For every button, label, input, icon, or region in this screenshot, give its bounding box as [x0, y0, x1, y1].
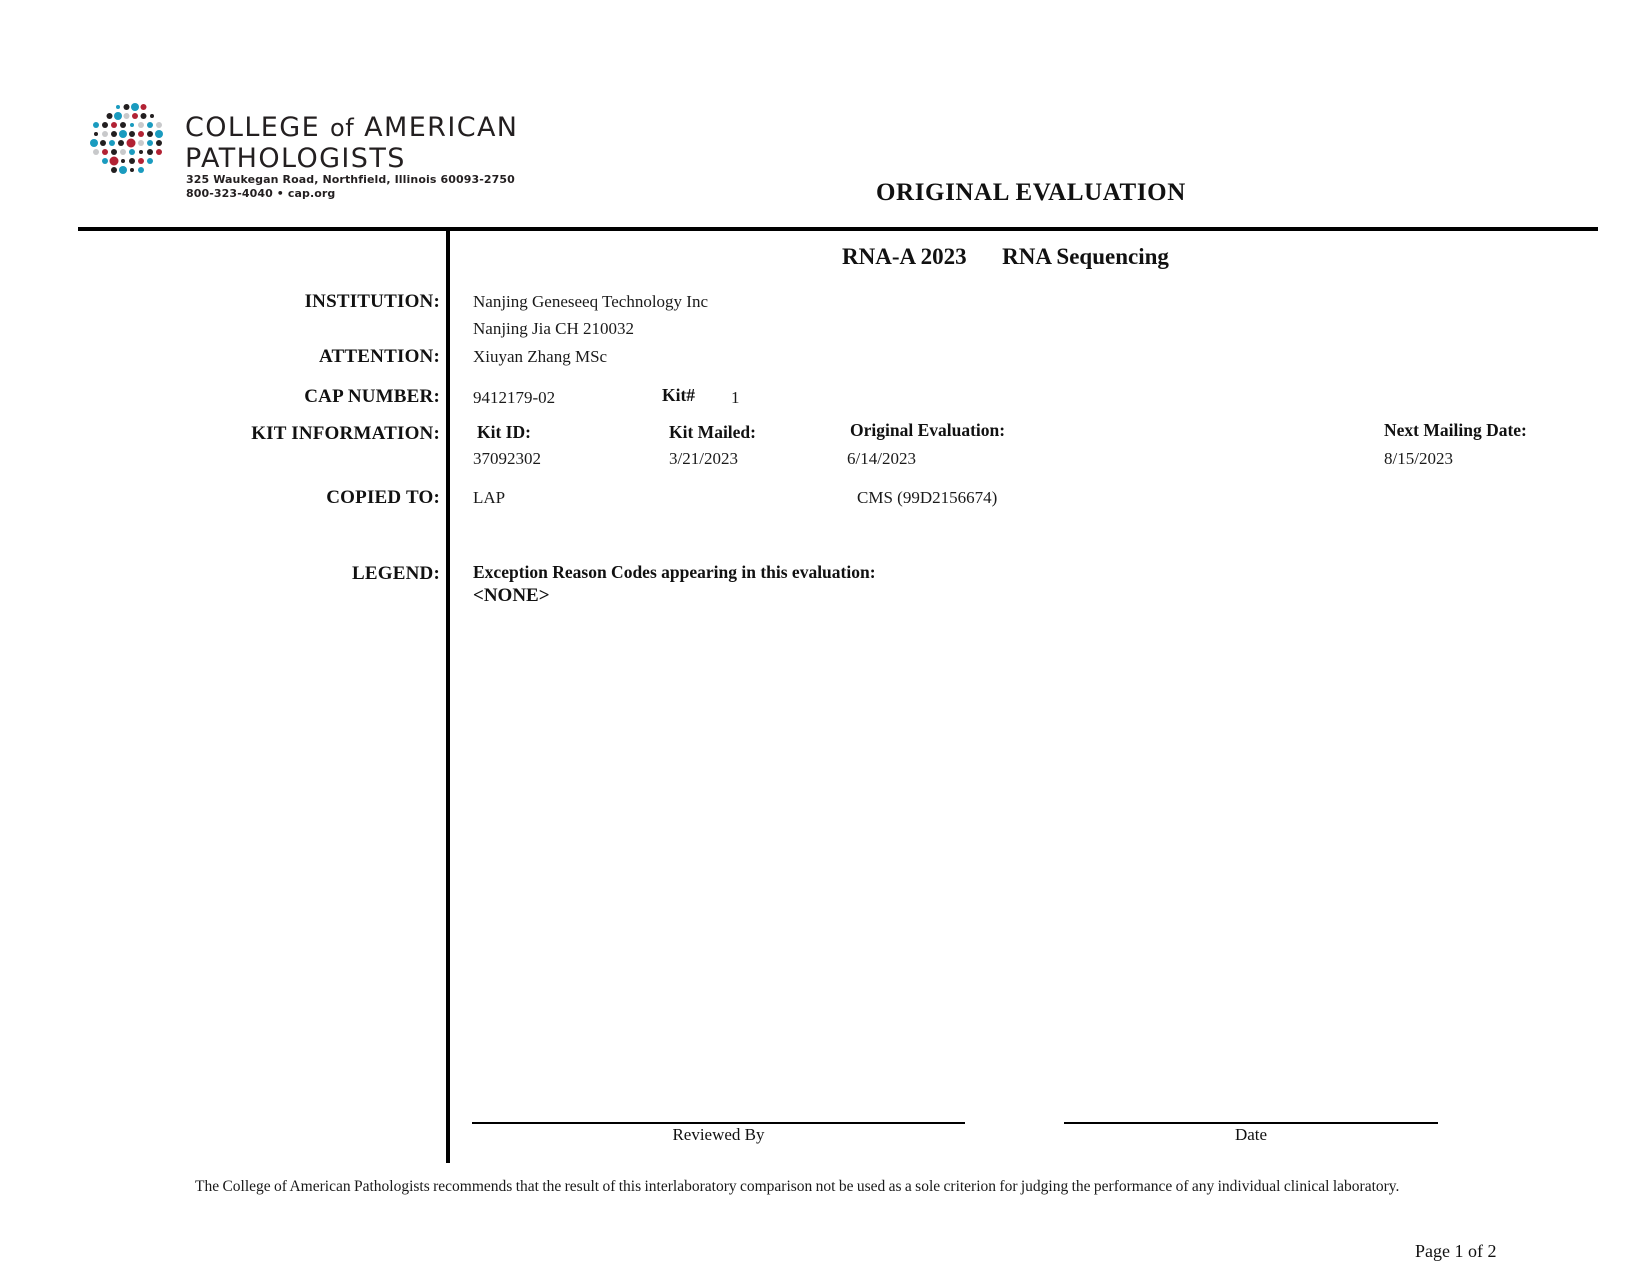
copied-to-label: COPIED TO: [326, 487, 440, 508]
logo-address: 325 Waukegan Road, Northfield, Illinois 60093-2750 [186, 173, 515, 186]
legend-value: <NONE> [473, 585, 550, 606]
header-divider [78, 227, 1598, 231]
logo-word-college: COLLEGE [185, 112, 321, 143]
program-code: RNA-A 2023 [842, 244, 967, 269]
date-signature-line[interactable] [1064, 1122, 1438, 1124]
attention-value: Xiuyan Zhang MSc [473, 347, 608, 366]
logo-name-line1 [185, 114, 518, 141]
logo-name-line2: PATHOLOGISTS [185, 143, 406, 174]
original-evaluation-header: Original Evaluation: [850, 420, 1006, 440]
cap-number-label: CAP NUMBER: [304, 386, 440, 407]
next-mailing-date-value: 8/15/2023 [1384, 449, 1453, 468]
kit-number-label: Kit# [662, 385, 696, 405]
page-number: Page 1 of 2 [1415, 1241, 1497, 1261]
cap-dot-grid-icon [90, 103, 172, 181]
institution-label: INSTITUTION: [304, 291, 440, 312]
column-divider [446, 229, 450, 1163]
copied-to-lap: LAP [473, 488, 506, 507]
original-evaluation-value: 6/14/2023 [847, 449, 916, 468]
kit-id-value: 37092302 [473, 449, 541, 468]
reviewed-by-label: Reviewed By [672, 1125, 765, 1144]
copied-to-cms: CMS (99D2156674) [857, 488, 998, 507]
kit-id-header: Kit ID: [477, 422, 531, 442]
program-heading [842, 245, 1169, 268]
logo-word-of: of [330, 114, 355, 142]
reviewed-by-signature-line[interactable] [472, 1122, 965, 1124]
kit-mailed-header: Kit Mailed: [669, 422, 756, 442]
institution-name: Nanjing Geneseeq Technology Inc [473, 292, 709, 311]
logo-contact: 800-323-4040 • cap.org [186, 187, 336, 200]
kit-information-label: KIT INFORMATION: [251, 423, 440, 444]
document-title: ORIGINAL EVALUATION [876, 179, 1186, 206]
cap-number-value: 9412179-02 [473, 388, 556, 407]
disclaimer-text: The College of American Pathologists recommends that the result of this interlaboratory comparison not be used as a sole criterion for judging the performance of any individual clinical laboratory. [195, 1178, 1400, 1195]
logo-word-american: AMERICAN [364, 112, 519, 143]
attention-label: ATTENTION: [319, 346, 440, 367]
date-label: Date [1234, 1125, 1268, 1144]
legend-heading: Exception Reason Codes appearing in this evaluation: [473, 562, 876, 582]
institution-address: Nanjing Jia CH 210032 [473, 319, 635, 338]
next-mailing-date-header: Next Mailing Date: [1384, 420, 1527, 440]
kit-number-value: 1 [731, 388, 740, 407]
kit-mailed-value: 3/21/2023 [669, 449, 738, 468]
program-name: RNA Sequencing [1002, 244, 1169, 269]
legend-label: LEGEND: [352, 563, 440, 584]
